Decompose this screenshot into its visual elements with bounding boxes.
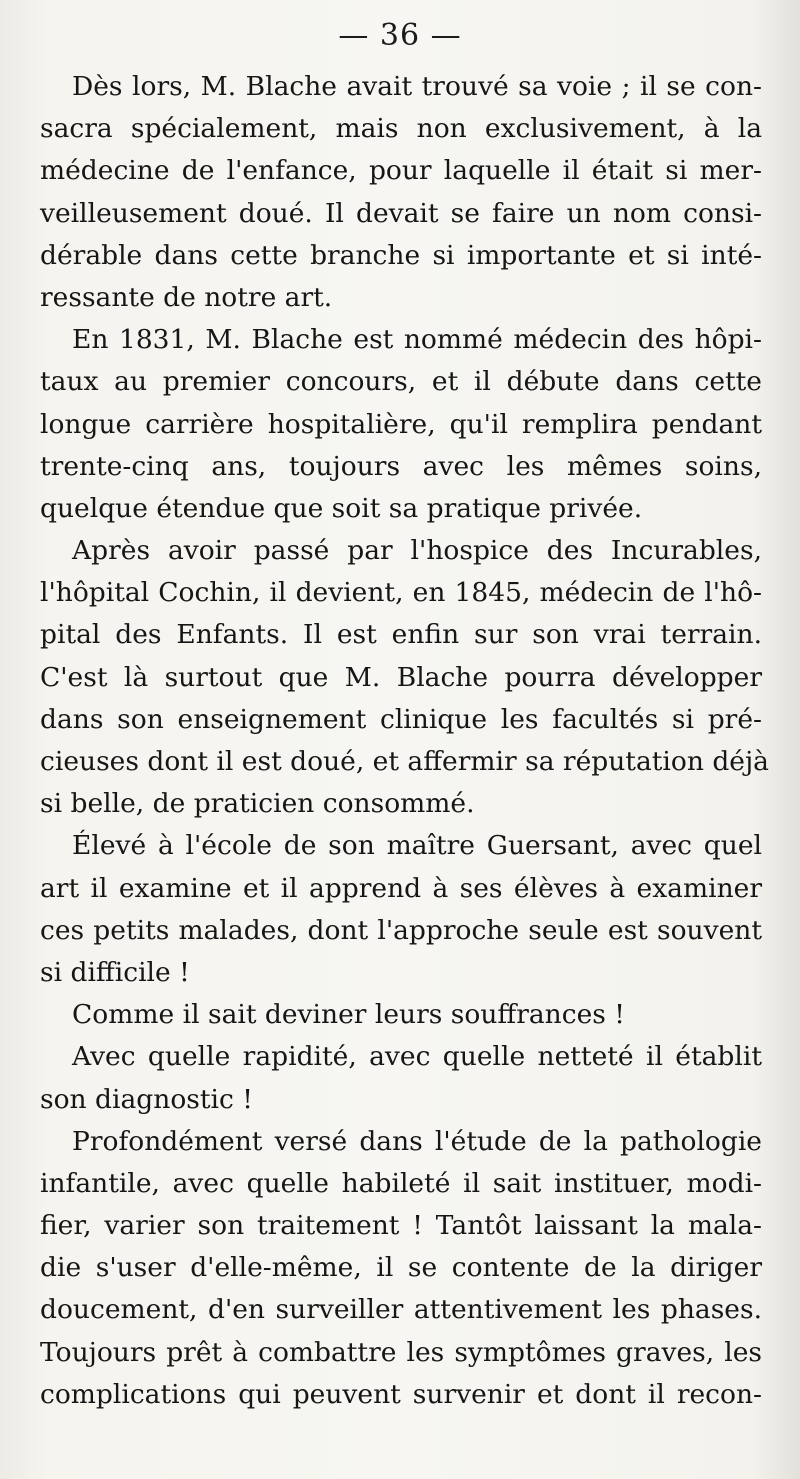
text-line: pital des Enfants. Il est enfin sur son vrai terrain. (40, 619, 762, 651)
body-text (40, 66, 769, 1416)
text-line: Profondément versé dans l'étude de la pathologie (72, 1125, 762, 1157)
text-line: Élevé à l'école de son maître Guersant, avec quel (72, 830, 762, 862)
text-line: Dès lors, M. Blache avait trouvé sa voie ; il se con- (72, 71, 762, 102)
text-line: ressante de notre art. (40, 281, 333, 313)
text-line: ces petits malades, dont l'approche seule est souvent (40, 914, 762, 946)
text-line: trente-cinq ans, toujours avec les mêmes soins, (40, 450, 762, 482)
text-line: l'hôpital Cochin, il devient, en 1845, médecin de l'hô- (40, 577, 762, 609)
text-line: sacra spécialement, mais non exclusivement, à la (40, 113, 762, 145)
text-line: complications qui peuvent survenir et dont il recon- (40, 1378, 762, 1410)
text-line: Toujours prêt à combattre les symptômes graves, les (40, 1336, 762, 1368)
page-number: — 36 — (338, 18, 462, 53)
text-line: Avec quelle rapidité, avec quelle netteté il établit (72, 1041, 762, 1073)
text-line: C'est là surtout que M. Blache pourra développer (40, 661, 762, 693)
text-line: médecine de l'enfance, pour laquelle il était si mer- (40, 155, 762, 187)
text-line: art il examine et il apprend à ses élèves à examiner (40, 872, 762, 904)
text-line: die s'user d'elle-même, il se contente de la diriger (40, 1252, 762, 1284)
text-line: fier, varier son traitement ! Tantôt laissant la mala- (40, 1210, 762, 1242)
text-line: En 1831, M. Blache est nommé médecin des hôpi- (72, 324, 762, 356)
text-line: quelque étendue que soit sa pratique privée. (40, 492, 643, 524)
text-line: taux au premier concours, et il débute dans cette (40, 366, 762, 398)
text-line: veilleusement doué. Il devait se faire un nom consi- (40, 197, 762, 229)
text-line: son diagnostic ! (40, 1083, 253, 1115)
text-line: doucement, d'en surveiller attentivement les phases. (40, 1294, 762, 1326)
text-line: si belle, de praticien consommé. (40, 788, 475, 820)
text-line: si difficile ! (40, 956, 190, 988)
text-line: infantile, avec quelle habileté il sait instituer, modi- (40, 1167, 762, 1199)
text-line: cieuses dont il est doué, et affermir sa réputation déjà (40, 746, 769, 777)
text-line: Comme il sait deviner leurs souffrances ! (72, 999, 625, 1031)
text-line: Après avoir passé par l'hospice des Incurables, (72, 535, 762, 567)
text-line: dans son enseignement clinique les facultés si pré- (40, 703, 762, 735)
text-line: longue carrière hospitalière, qu'il remplira pendant (40, 408, 762, 440)
text-line: dérable dans cette branche si importante et si inté- (40, 239, 762, 271)
